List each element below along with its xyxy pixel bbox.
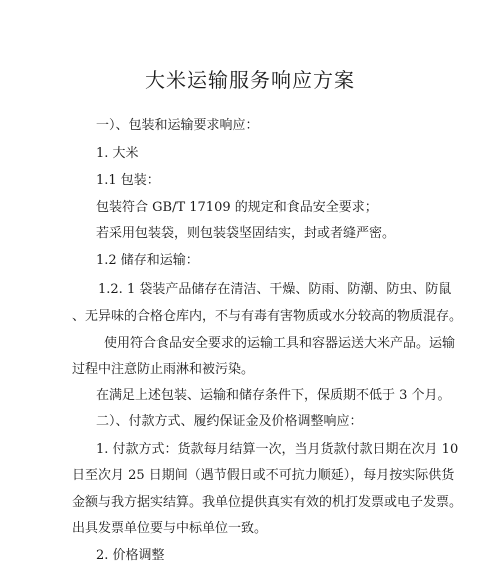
text-line: 金额与我方据实结算。我单位提供真实有效的机打发票或电子发票。 — [72, 495, 463, 510]
text-line: 包装符合 GB/T 17109 的规定和食品安全要求； — [96, 200, 378, 215]
subsection-storage: 1.2 储存和运输： — [96, 253, 199, 268]
subsection-price-adjustment: 2. 价格调整 — [96, 548, 165, 563]
text-line: 、无异味的合格仓库内，不与有毒有害物质或水分较高的物质混存。 — [72, 309, 463, 324]
text-line: 过程中注意防止雨淋和被污染。 — [72, 362, 255, 377]
text-line: 日至次月 25 日期间（遇节假日或不可抗力顺延），每月按实际供货 — [72, 468, 455, 483]
text-line: 出具发票单位要与中标单位一致。 — [72, 521, 268, 536]
subsection-rice: 1. 大米 — [96, 146, 139, 161]
text-line: 1.2. 1 袋装产品储存在清洁、干燥、防雨、防潮、防虫、防鼠 — [98, 282, 452, 297]
text-line: 若采用包装袋，则包装袋坚固结实，封或者缝严密。 — [96, 226, 396, 241]
text-line: 1. 付款方式：货款每月结算一次，当月货款付款日期在次月 10 — [96, 442, 459, 457]
text-line: 在满足上述包装、运输和储存条件下，保质期不低于 3 个月。 — [96, 388, 451, 403]
text-line: 使用符合食品安全要求的运输工具和容器运送大米产品。运输 — [104, 336, 456, 351]
subsection-packaging: 1.1 包装： — [96, 173, 160, 188]
section-heading-2: 二）、付款方式、履约保证金及价格调整响应： — [96, 414, 363, 429]
document-title: 大米运输服务响应方案 — [145, 68, 355, 92]
section-heading-1: 一）、包装和运输要求响应： — [96, 118, 259, 133]
